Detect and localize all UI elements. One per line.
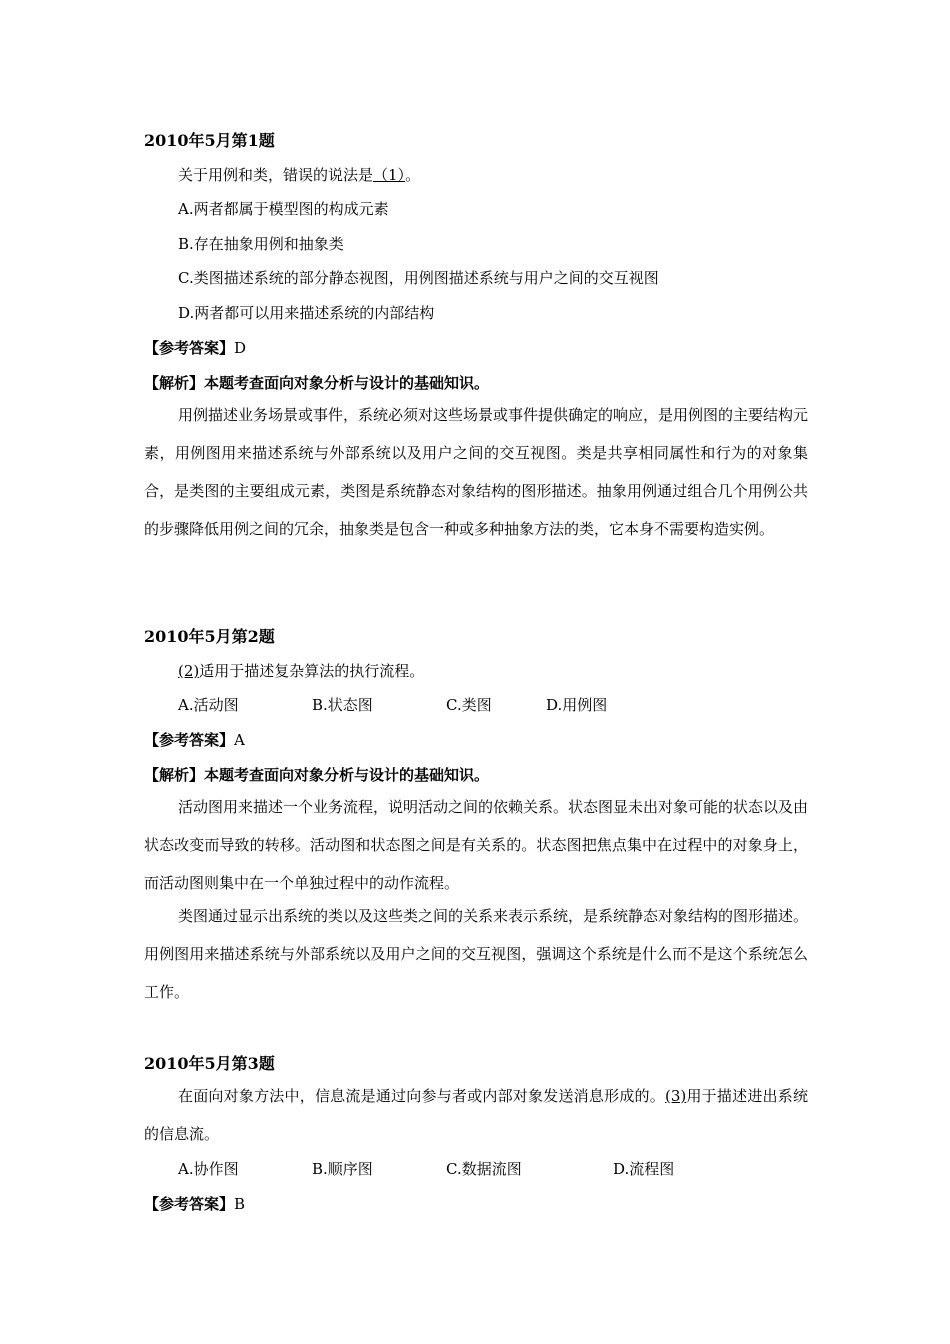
analysis-label: 【解析】 — [144, 766, 205, 784]
analysis-intro: 本题考查面向对象分析与设计的基础知识。 — [204, 374, 490, 392]
answer-label: 【参考答案】 — [144, 1195, 235, 1213]
question-3-blank: (3) — [664, 1087, 687, 1105]
question-1-option-a: A.两者都属于模型图的构成元素 — [178, 200, 389, 218]
question-2-option-b: B.状态图 — [312, 696, 373, 714]
question-2-blank: (2) — [178, 662, 200, 680]
question-1-option-b: B.存在抽象用例和抽象类 — [178, 235, 344, 253]
question-1-analysis-heading — [144, 372, 489, 393]
analysis-intro: 本题考查面向对象分析与设计的基础知识。 — [204, 766, 490, 784]
question-1-option-d: D.两者都可以用来描述系统的内部结构 — [178, 304, 435, 322]
question-3-option-c: C.数据流图 — [446, 1160, 522, 1178]
question-2-stem — [178, 660, 424, 681]
question-2-analysis-heading — [144, 764, 489, 785]
question-2-option-c: C.类图 — [446, 696, 492, 714]
analysis-label: 【解析】 — [144, 374, 205, 392]
question-1-stem-end: 。 — [405, 166, 421, 184]
question-2-heading: 2010年5月第2题 — [144, 627, 275, 646]
question-2-answer — [144, 729, 245, 750]
answer-value: A — [234, 731, 245, 749]
answer-label: 【参考答案】 — [144, 731, 235, 749]
question-3-option-d: D.流程图 — [613, 1160, 675, 1178]
question-3-heading: 2010年5月第3题 — [144, 1054, 275, 1073]
question-2-option-d: D.用例图 — [546, 696, 608, 714]
question-1-heading: 2010年5月第1题 — [144, 131, 275, 150]
question-1-stem-text: 关于用例和类，错误的说法是 — [178, 166, 374, 184]
answer-label: 【参考答案】 — [144, 339, 235, 357]
question-1-blank: （1） — [373, 166, 406, 184]
question-3-stem-end: 用于描述进出系统的信息流。 — [144, 1087, 808, 1143]
question-3-stem — [144, 1077, 808, 1153]
question-2-analysis-paragraph-1: 活动图用来描述一个业务流程，说明活动之间的依赖关系。状态图显未出对象可能的状态以及由状态改变而导致的转移。活动图和状态图之间是有关系的。状态图把焦点集中在过程中的对象身上，而活动图则集中在一个单独过程中的动作流程。 — [144, 798, 809, 892]
question-1-stem — [178, 164, 420, 185]
question-3-option-a: A.协作图 — [178, 1160, 239, 1178]
question-3-option-b: B.顺序图 — [312, 1160, 373, 1178]
question-1-answer — [144, 337, 246, 358]
question-2-analysis-paragraph-2: 类图通过显示出系统的类以及这些类之间的关系来表示系统，是系统静态对象结构的图形描述。用例图用来描述系统与外部系统以及用户之间的交互视图，强调这个系统是什么而不是这个系统怎么工作。 — [144, 907, 809, 1001]
question-3-answer — [144, 1193, 245, 1214]
question-2-stem-text: 适用于描述复杂算法的执行流程。 — [199, 662, 425, 680]
question-3-stem-text: 在面向对象方法中，信息流是通过向参与者或内部对象发送消息形成的。 — [178, 1087, 665, 1105]
answer-value: B — [234, 1195, 246, 1213]
question-2-option-a: A.活动图 — [178, 696, 239, 714]
question-1-analysis-paragraph: 用例描述业务场景或事件，系统必须对这些场景或事件提供确定的响应，是用例图的主要结构元素，用例图用来描述系统与外部系统以及用户之间的交互视图。类是共享相同属性和行为的对象集合，是类图的主要组成元素，类图是系统静态对象结构的图形描述。抽象用例通过组合几个用例公共的步骤降低用例之间的冗余，抽象类是包含一种或多种抽象方法的类，它本身不需要构造实例。 — [144, 406, 809, 538]
question-1-option-c: C.类图描述系统的部分静态视图，用例图描述系统与用户之间的交互视图 — [178, 269, 659, 287]
answer-value: D — [234, 339, 247, 357]
